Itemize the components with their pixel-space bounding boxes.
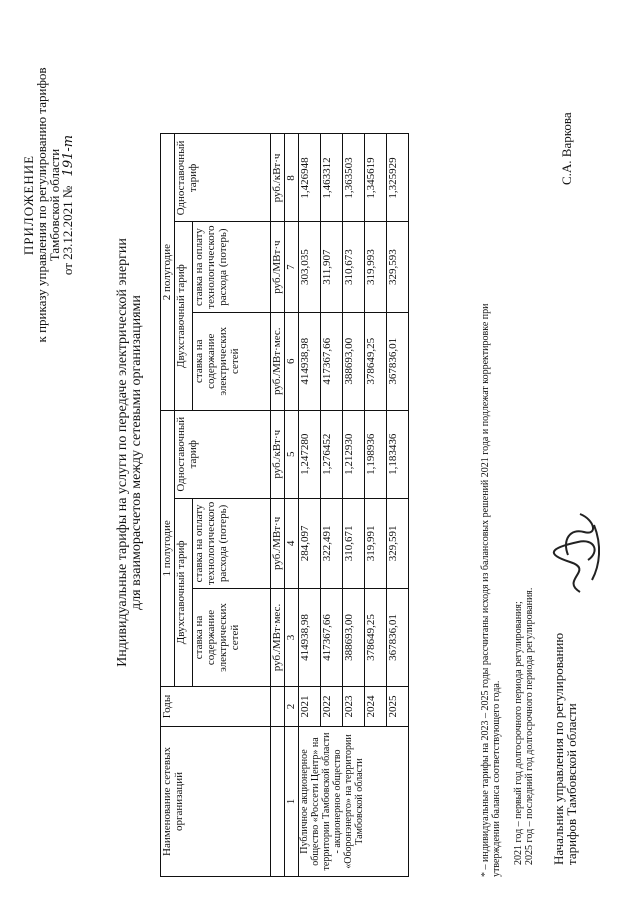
value-cell: 417367,66	[321, 589, 343, 687]
value-cell: 1,247280	[299, 410, 321, 498]
value-cell: 1,212930	[343, 410, 365, 498]
header-rate-loss-2: ставка на оплату технологического расхода (потерь)	[193, 222, 271, 312]
value-cell: 417367,66	[321, 312, 343, 410]
footnote-star	[480, 27, 502, 877]
value-cell: 319,993	[365, 222, 387, 312]
footnote-periods	[513, 588, 535, 865]
document-header	[22, 40, 75, 370]
header-one-part-2: Одноставочный тариф	[175, 134, 271, 222]
footnote-star-line-2: утверждении баланса соответствующего года.	[491, 680, 502, 877]
header-rate-maint-2: ставка на содержание электрических сетей	[193, 312, 271, 410]
header-rate-maint-1: ставка на содержание электрических сетей	[193, 589, 271, 687]
footnote-star-line-1: * – индивидуальные тарифы на 2023 – 2025 годы рассчитаны исходя из балансовых решений 2021 года и подлежат корректировке при	[480, 303, 491, 877]
year-cell: 2021	[299, 687, 321, 727]
year-cell: 2024	[365, 687, 387, 727]
value-cell: 378649,25	[365, 312, 387, 410]
footnote-first-year: 2021 год – первый год долгосрочного периода регулирования;	[513, 601, 524, 865]
signatory-title-line-1: Начальник управления по регулированию	[551, 632, 566, 865]
value-cell: 322,491	[321, 498, 343, 588]
header-years: Годы	[161, 687, 271, 727]
org-name-cell: Публичное акционерное общество «Россети Центр» на территории Тамбовской области - акционерное общество «Оборонэнерго» на территории Тамбовской области	[299, 727, 409, 877]
handwritten-number: 191-т	[61, 134, 76, 177]
col-num-4: 4	[285, 498, 299, 588]
document-title	[116, 0, 144, 905]
value-cell: 311,907	[321, 222, 343, 312]
header-two-part-2: Двухставочный тариф	[175, 222, 193, 410]
header-two-part-1: Двухставочный тариф	[175, 498, 193, 686]
year-cell: 2025	[387, 687, 409, 727]
unit-empty-2	[271, 687, 285, 727]
year-cell: 2022	[321, 687, 343, 727]
unit-c6: руб./МВт·мес.	[271, 312, 285, 410]
value-cell: 1,345619	[365, 134, 387, 222]
unit-c7: руб./МВт·ч	[271, 222, 285, 312]
unit-c3: руб./МВт·мес.	[271, 589, 285, 687]
value-cell: 367836,01	[387, 312, 409, 410]
col-num-5: 5	[285, 410, 299, 498]
header-half-2: 2 полугодие	[161, 134, 175, 410]
value-cell: 388693,00	[343, 589, 365, 687]
header-appendix: ПРИЛОЖЕНИЕ	[21, 154, 36, 256]
header-half-1: 1 полугодие	[161, 410, 175, 686]
signatory-title-line-2: тарифов Тамбовской области	[564, 703, 579, 865]
value-cell: 329,593	[387, 222, 409, 312]
value-cell: 414938,98	[299, 312, 321, 410]
title-line-1: Индивидуальные тарифы на услуги по передаче электрической энергии	[115, 238, 130, 667]
value-cell: 1,325929	[387, 134, 409, 222]
header-region-line: Тамбовской области	[47, 148, 62, 262]
col-num-6: 6	[285, 312, 299, 410]
col-num-2: 2	[285, 687, 299, 727]
year-cell: 2023	[343, 687, 365, 727]
unit-c4: руб./МВт·ч	[271, 498, 285, 588]
header-date: от 23.12.2021 №	[60, 185, 75, 276]
header-org-name: Наименование сетевых организаций	[161, 727, 271, 877]
value-cell: 1,198936	[365, 410, 387, 498]
signatory-title	[552, 633, 578, 865]
value-cell: 1,426948	[299, 134, 321, 222]
col-num-7: 7	[285, 222, 299, 312]
value-cell: 388693,00	[343, 312, 365, 410]
col-num-1: 1	[285, 727, 299, 877]
value-cell: 329,591	[387, 498, 409, 588]
header-order-line: к приказу управления по регулированию тарифов	[34, 67, 49, 343]
value-cell: 1,276452	[321, 410, 343, 498]
value-cell: 378649,25	[365, 589, 387, 687]
value-cell: 414938,98	[299, 589, 321, 687]
tariff-table	[160, 133, 409, 877]
title-line-2: для взаиморасчетов между сетевыми организациями	[129, 295, 144, 610]
value-cell: 1,183436	[387, 410, 409, 498]
unit-c5: руб./кВт·ч	[271, 410, 285, 498]
value-cell: 284,097	[299, 498, 321, 588]
value-cell: 319,991	[365, 498, 387, 588]
header-date-line	[61, 40, 75, 370]
value-cell: 310,671	[343, 498, 365, 588]
value-cell: 1,463312	[321, 134, 343, 222]
table-row	[299, 134, 321, 877]
value-cell: 1,363503	[343, 134, 365, 222]
handwritten-signature	[540, 510, 610, 600]
header-one-part-1: Одноставочный тариф	[175, 410, 271, 498]
value-cell: 303,035	[299, 222, 321, 312]
unit-c8: руб./кВт·ч	[271, 134, 285, 222]
value-cell: 310,673	[343, 222, 365, 312]
col-num-8: 8	[285, 134, 299, 222]
col-num-3: 3	[285, 589, 299, 687]
footnote-last-year: 2025 год – последний год долгосрочного периода регулирования.	[524, 587, 535, 865]
header-rate-loss-1: ставка на оплату технологического расхода (потерь)	[193, 498, 271, 588]
signatory-name: С.А. Варкова	[559, 112, 574, 185]
value-cell: 367836,01	[387, 589, 409, 687]
unit-empty-1	[271, 727, 285, 877]
